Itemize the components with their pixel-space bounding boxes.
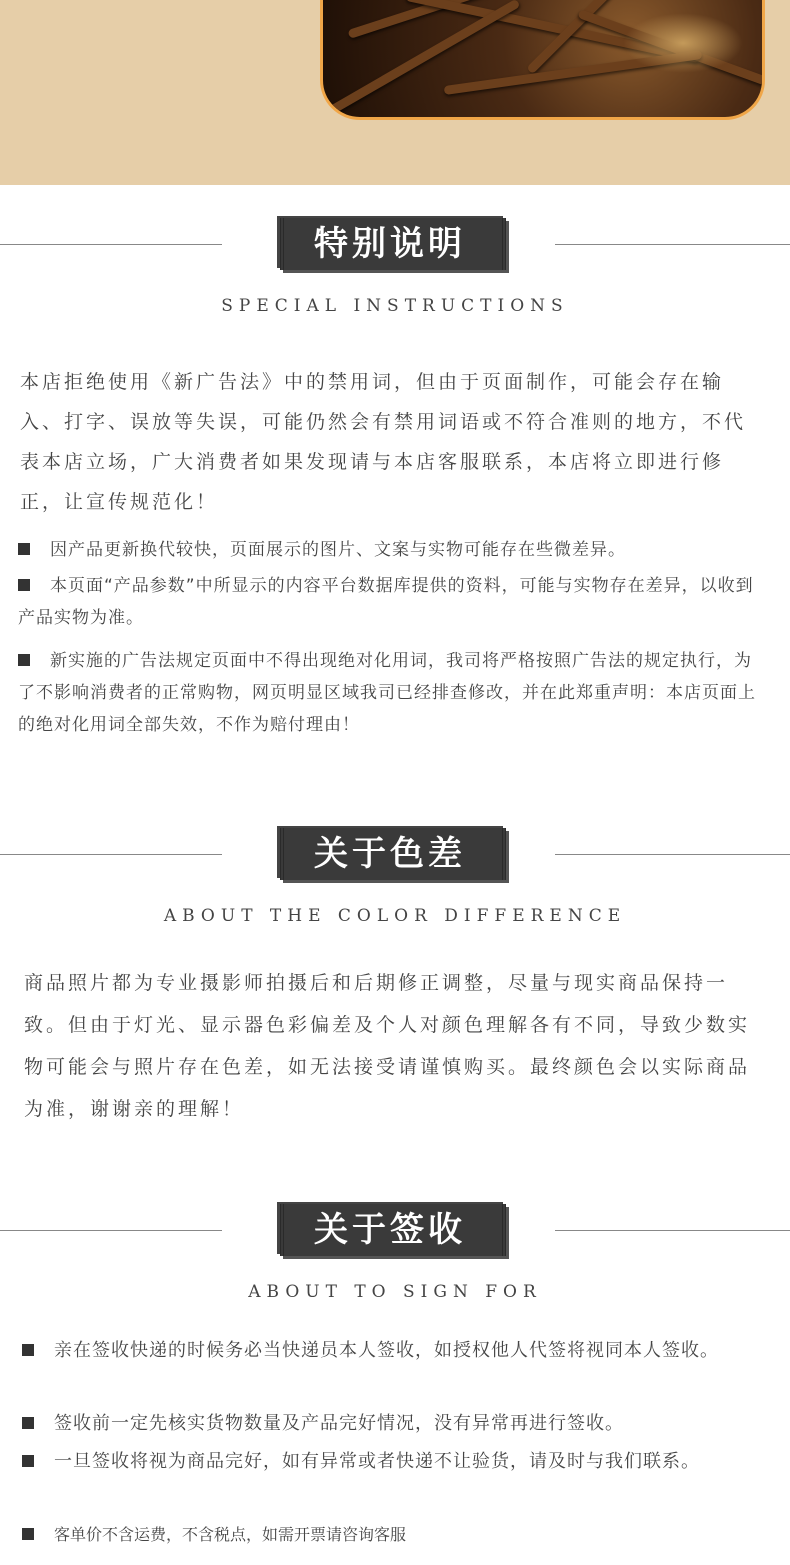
list-item: 本页面“产品参数”中所显示的内容平台数据库提供的资料，可能与实物存在差异，以收到产品实物为准。 <box>18 576 754 628</box>
divider <box>0 244 222 245</box>
section-subtitle: SPECIAL INSTRUCTIONS <box>221 296 569 316</box>
section-title: 特别说明 <box>314 224 466 264</box>
bullet-square-icon <box>18 654 30 666</box>
list-item: 因产品更新换代较快，页面展示的图片、文案与实物可能存在些微差异。 <box>18 534 768 566</box>
paragraph-color: 商品照片都为专业摄影师拍摄后和后期修正调整，尽量与现实商品保持一致。但由于灯光、显示器色彩偏差及个人对颜色理解各有不同，导致少数实物可能会与照片存在色差，如无法接受请谨慎购买。最终颜色会以实际商品为准，谢谢亲的理解！ <box>24 972 751 1120</box>
title-badge <box>272 822 507 886</box>
divider <box>555 1230 790 1231</box>
list-item: 亲在签收快递的时候务必当快递员本人签收，如授权他人代签将视同本人签收。 <box>22 1332 767 1370</box>
paragraph-special: 本店拒绝使用《新广告法》中的禁用词，但由于页面制作，可能会存在输入、打字、误放等失误，可能仍然会有禁用词语或不符合准则的地方，不代表本店立场，广大消费者如果发现请与本店客服联系，本店将立即进行修正，让宣传规范化！ <box>20 371 747 513</box>
product-photo <box>320 0 765 120</box>
bullet-square-icon <box>22 1417 34 1429</box>
bullet-square-icon <box>18 579 30 591</box>
section-subtitle: ABOUT THE COLOR DIFFERENCE <box>163 906 627 926</box>
section-title: 关于色差 <box>314 834 466 874</box>
divider <box>555 244 790 245</box>
section-subtitle: ABOUT TO SIGN FOR <box>248 1282 542 1302</box>
bullet-square-icon <box>22 1455 34 1467</box>
divider <box>0 1230 222 1231</box>
bullet-square-icon <box>22 1344 34 1356</box>
list-item: 客单价不含运费，不含税点，如需开票请咨询客服 <box>22 1517 767 1553</box>
divider <box>555 854 790 855</box>
divider <box>0 854 222 855</box>
bullet-square-icon <box>22 1528 34 1540</box>
list-item: 新实施的广告法规定页面中不得出现绝对化用词，我司将严格按照广告法的规定执行，为了不影响消费者的正常购物，网页明显区域我司已经排查修改，并在此郑重声明：本店页面上的绝对化用词全部失效，不作为赔付理由！ <box>18 651 756 735</box>
list-item: 签收前一定先核实货物数量及产品完好情况，没有异常再进行签收。 <box>22 1405 767 1443</box>
title-badge <box>272 212 507 276</box>
section-title: 关于签收 <box>314 1210 466 1250</box>
bullet-square-icon <box>18 543 30 555</box>
title-badge <box>272 1198 507 1262</box>
list-item: 一旦签收将视为商品完好，如有异常或者快递不让验货，请及时与我们联系。 <box>22 1443 767 1481</box>
